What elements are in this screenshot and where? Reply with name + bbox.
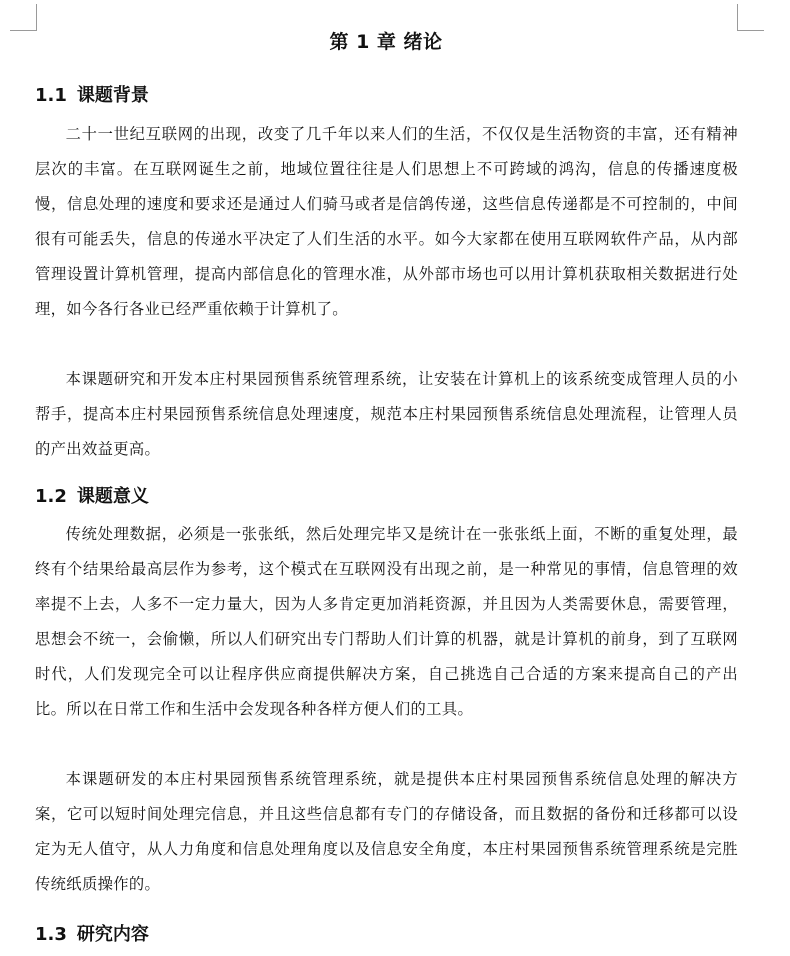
crop-mark-top-right <box>737 4 764 31</box>
section-number: 1.1 <box>35 85 67 106</box>
paragraph-background-1: 二十一世纪互联网的出现，改变了几千年以来人们的生活，不仅仅是生活物资的丰富，还有精神层次的丰富。在互联网诞生之前，地域位置往往是人们思想上不可跨域的鸿沟，信息的传播速度极慢，信息处理的速度和要求还是通过人们骑马或者是信鸽传递，这些信息传递都是不可控制的，中间很有可能丢失，信息的传递水平决定了人们生活的水平。如今大家都在使用互联网软件产品，从内部管理设置计算机管理，提高内部信息化的管理水准，从外部市场也可以用计算机获取相关数据进行处理，如今各行各业已经严重依赖于计算机了。 <box>35 125 738 318</box>
section-title: 课题背景 <box>76 85 149 106</box>
section-heading-1-2 <box>35 485 149 509</box>
paragraph-significance-1: 传统处理数据，必须是一张张纸，然后处理完毕又是统计在一张张纸上面，不断的重复处理，最终有个结果给最高层作为参考，这个模式在互联网没有出现之前，是一种常见的事情，信息管理的效率提不上去，人多不一定力量大，因为人多肯定更加消耗资源，并且因为人类需要休息，需要管理，思想会不统一，会偷懒，所以人们研究出专门帮助人们计算的机器，就是计算机的前身，到了互联网时代，人们发现完全可以让程序供应商提供解决方案，自己挑选自己合适的方案来提高自己的产出比。所以在日常工作和生活中会发现各种各样方便人们的工具。 <box>35 525 738 718</box>
section-title: 研究内容 <box>76 924 149 945</box>
section-title: 课题意义 <box>76 486 149 507</box>
crop-mark-top-left <box>10 4 37 31</box>
section-heading-1-3 <box>35 923 149 947</box>
section-number: 1.2 <box>35 486 67 507</box>
paragraph-significance-2: 本课题研发的本庄村果园预售系统管理系统，就是提供本庄村果园预售系统信息处理的解决方案，它可以短时间处理完信息，并且这些信息都有专门的存储设备，而且数据的备份和迁移都可以设定为无人值守，从人力角度和信息处理角度以及信息安全角度，本庄村果园预售系统管理系统是完胜传统纸质操作的。 <box>35 770 738 893</box>
paragraph-background-2: 本课题研究和开发本庄村果园预售系统管理系统，让安装在计算机上的该系统变成管理人员的小帮手，提高本庄村果园预售系统信息处理速度，规范本庄村果园预售系统信息处理流程，让管理人员的产出效益更高。 <box>35 370 738 458</box>
section-number: 1.3 <box>35 924 67 945</box>
chapter-title: 第 1 章 绪论 <box>329 31 443 53</box>
section-heading-1-1 <box>35 84 149 108</box>
